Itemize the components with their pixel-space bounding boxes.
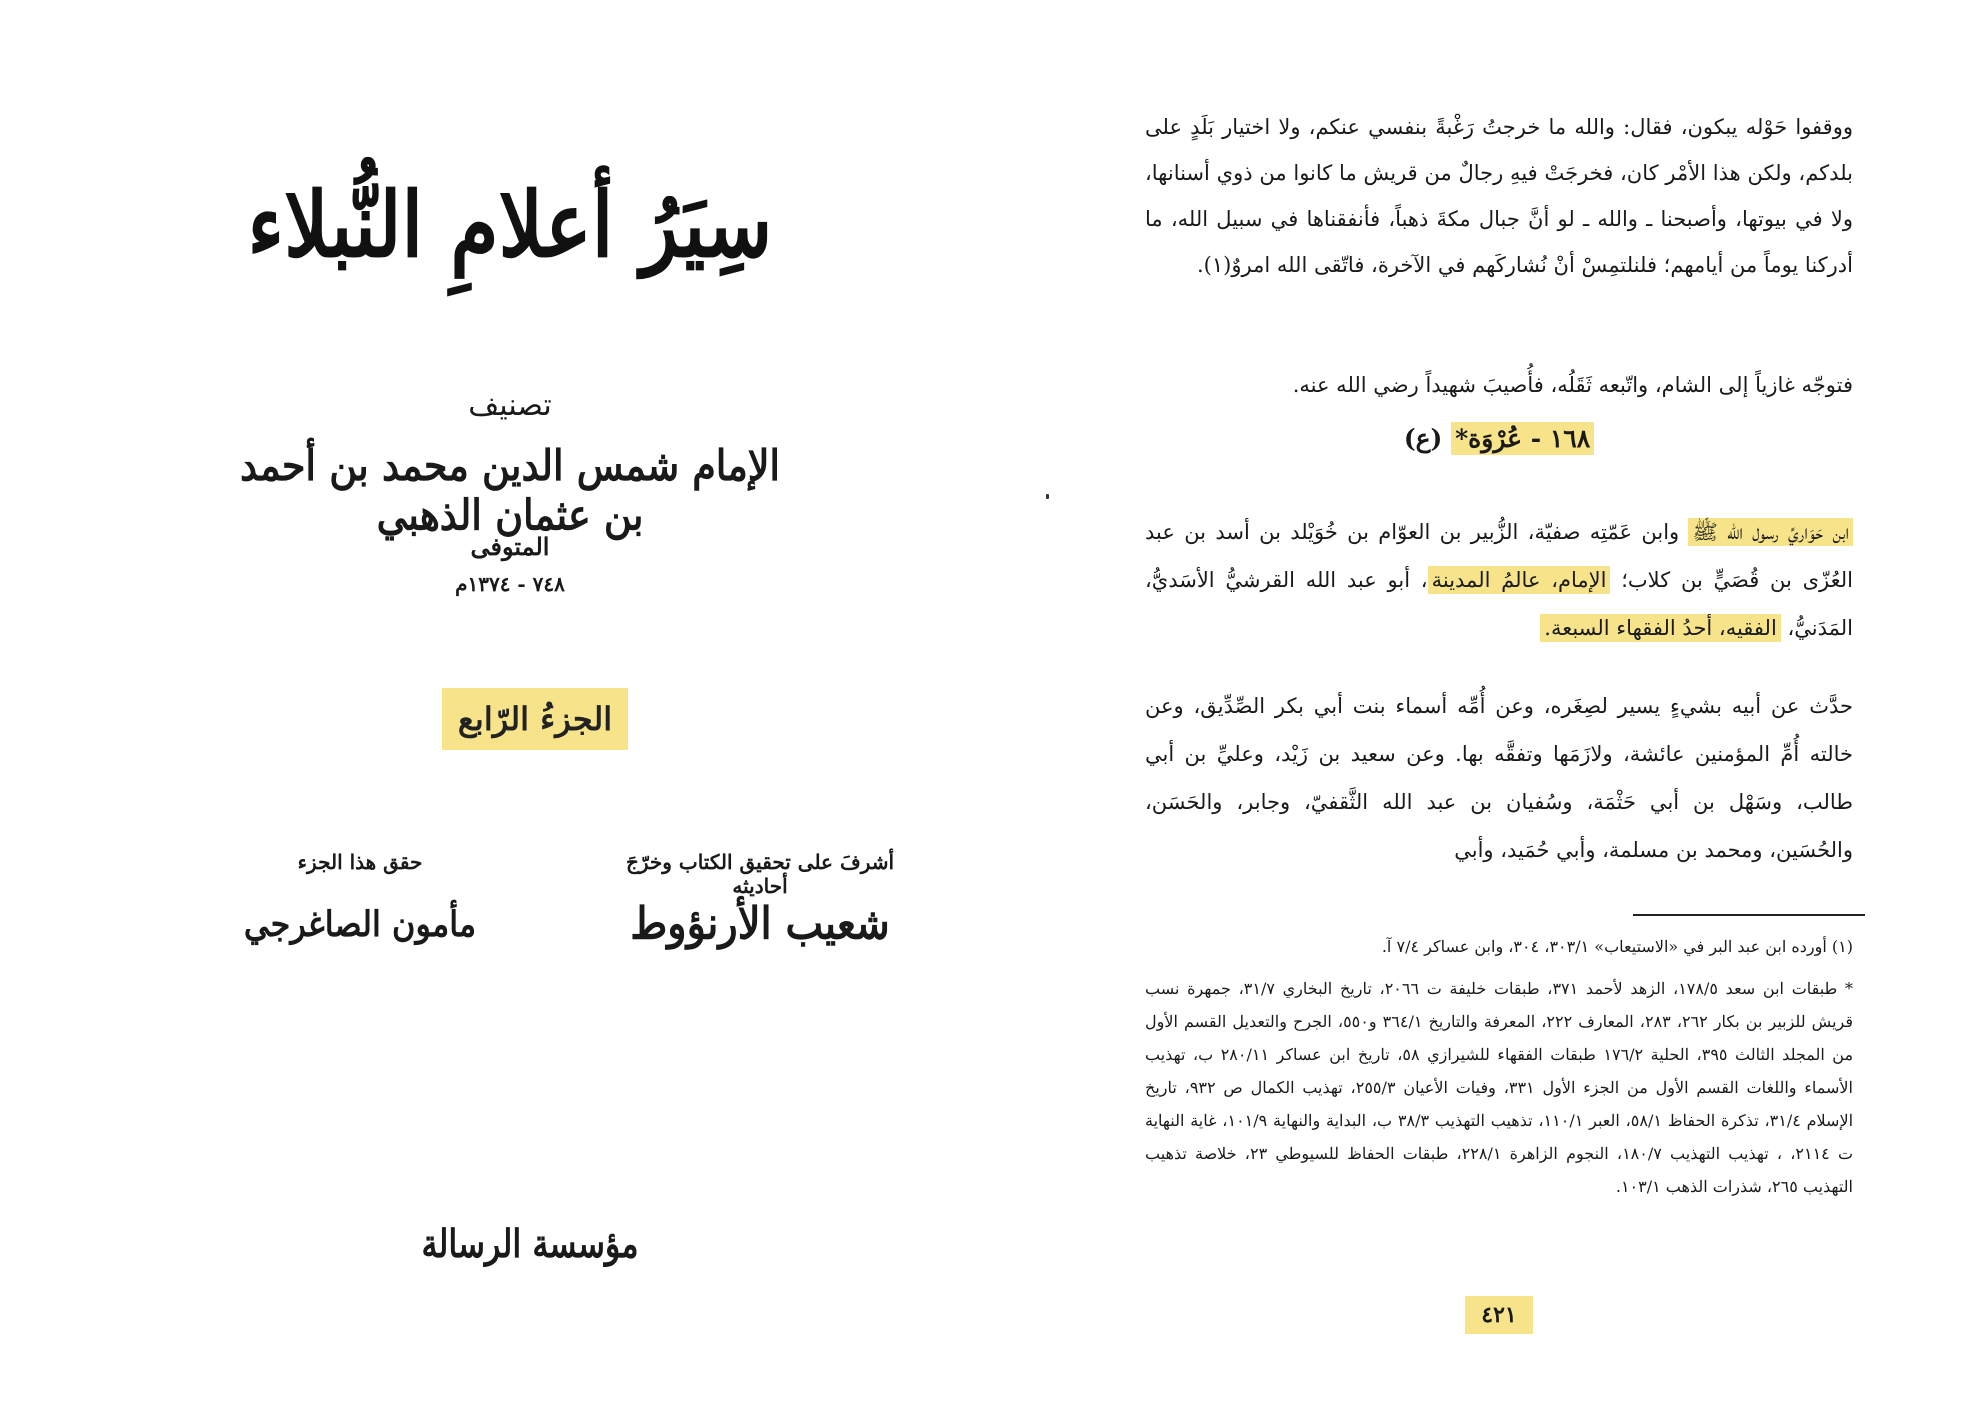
paragraph-4: حدَّث عن أبيه بشيءٍ يسير لصِغَره، وعن أُمِّه أسماء بنت أبي بكر الصِّدِّيق، وعن خالته أُمِّ المؤمنين عائشة، ولازَمَها وتفقَّه بها. وعن سعيد بن زَيْد، وعليِّ بن أبي طالب، وسَهْل بن أبي حَثْمَة، وسُفيان بن عبد الله الثَّقفيّ، وجابر، والحَسَن، والحُسَين، ومحمد بن مسلمة، وأبي حُمَيد، وأبي <box>1145 694 1853 862</box>
paragraph-3 <box>1145 508 1853 652</box>
page-number: ٤٢١ <box>1481 1302 1517 1328</box>
title-page <box>180 0 895 1428</box>
footnote-sources: * طبقات ابن سعد ١٧٨/٥، الزهد لأحمد ٣٧١، طبقات خليفة ت ٢٠٦٦، تاريخ البخاري ٣١/٧، جمهرة نسب قريش للزبير بن بكار ٢٦٢، ٢٨٣، المعارف ٢٢٢، المعرفة والتاريخ ٣٦٤/١ و٥٥٠، الجرح والتعديل القسم الأول من المجلد الثالث ٣٩٥، الحلية ١٧٦/٢ طبقات الفقهاء للشيرازي ٥٨، تاريخ ابن عساكر ٢٨٠/١١ ب، تهذيب الأسماء واللغات القسم الأول من الجزء الأول ٣٣١، وفيات الأعيان ٢٥٥/٣، تهذيب الكمال ص ٩٣٢، تاريخ الإسلام ٣١/٤، تذكرة الحفاظ ٥٨/١، العبر ١١٠/١، تذهيب التهذيب ٣٨/٣ ب، البداية والنهاية ١٠١/٩، غاية النهاية ت ٢١١٤، ، تهذيب التهذيب ١٨٠/٧، النجوم الزاهرة ٢٢٨/١، طبقات الحفاظ للسيوطي ٢٣، خلاصة تذهيب التهذيب ٢٦٥، شذرات الذهب ١٠٣/١. <box>1145 979 1854 1196</box>
page-number-highlight <box>1465 1296 1533 1334</box>
volume-label: الجزءُ الرّابع <box>457 700 613 738</box>
para3-text-b: ، أبو عبد الله القرشيُّ الأسَديُّ، المَدَنيُّ، <box>1145 568 1853 640</box>
editor-name: مأمون الصاغرجي <box>243 903 477 945</box>
book-title: سِيَرُ أعلامِ النُّبلاء <box>247 173 773 278</box>
entry-heading <box>1145 424 1853 453</box>
highlight-prophet-disciple: ابن حَوَاريِّ رسول الله ﷺ <box>1688 518 1853 546</box>
highlight-imam-medina: الإمام، عالمُ المدينة <box>1428 566 1611 594</box>
entry-code: (ع) <box>1403 424 1443 453</box>
scan-speck <box>1046 494 1049 499</box>
highlight-seven-jurists: الفقيه، أحدُ الفقهاء السبعة. <box>1540 614 1781 642</box>
volume-highlight <box>442 688 628 750</box>
publisher-name: مؤسسة الرسالة <box>421 1221 639 1267</box>
entry-name: عُرْوَة* <box>1455 424 1523 453</box>
footnote-divider <box>1633 914 1865 916</box>
footnote-1: (١) أورده ابن عبد البر في «الاستيعاب» ٣٠٣/١، ٣٠٤، وابن عساكر ٧/٤ آ. <box>1381 937 1853 956</box>
entry-number: ١٦٨ - <box>1522 424 1591 453</box>
supervisor-role: أشرفَ على تحقيق الكتاب وخرّجَ أحاديثه <box>625 850 895 898</box>
died-label: المتوفى <box>470 532 550 561</box>
author-name: الإمام شمس الدين محمد بن أحمد بن عثمان الذهبي <box>240 440 780 540</box>
died-years: ٧٤٨ - ١٣٧٤م <box>455 572 565 596</box>
paragraph-2: فتوجّه غازياً إلى الشام، واتّبعه ثَقَلُه، فأُصيبَ شهيداً رضي الله عنه. <box>1292 373 1853 397</box>
text-page <box>1145 0 1865 1428</box>
paragraph-1: ووقفوا حَوْله يبكون، فقال: والله ما خرجتُ رَغْبةً بنفسي عنكم، ولا اختيار بَلَدٍ على بلدكم، ولكن هذا الأمْر كان، فخرجَتْ فيهِ رجالٌ من قريش ما كانوا من ذوي أسنانها، ولا في بيوتها، وأصبحنا ـ والله ـ لو أنَّ جبال مكةَ ذهباً، فأنفقناها في سبيل الله، ما أدركنا يوماً من أيامهم؛ فلنلتمِسْ أنْ نُشاركَهم في الآخرة، فاتّقى الله امروٌ(١). <box>1145 115 1853 277</box>
editor-role: حقق هذا الجزء <box>297 850 423 874</box>
authored-label: تصنيف <box>468 388 552 423</box>
supervisor-name: شعيب الأرنؤوط <box>630 897 890 950</box>
entry-title-highlight <box>1451 422 1594 455</box>
para3-text-a: وابن عَمّتِه صفيّة، الزُّبير بن العوّام بن خُوَيْلد بن أسد بن عبد العُزّى بن قُصَيٍّ بن كلاب؛ <box>1145 520 1854 592</box>
